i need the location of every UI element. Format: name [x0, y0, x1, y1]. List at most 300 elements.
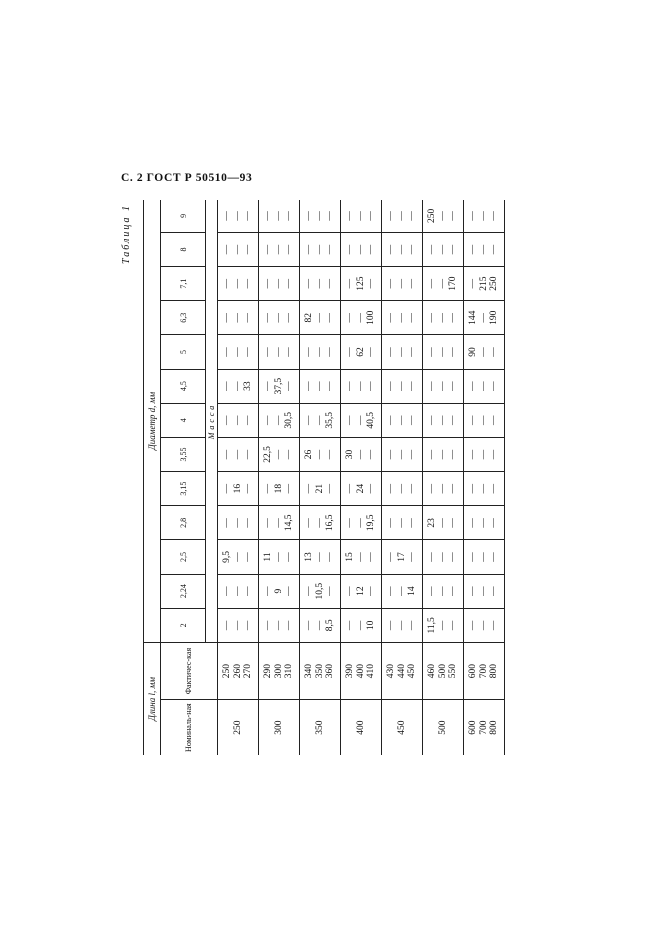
mass-value: — [284, 552, 295, 562]
mass-value: — [263, 620, 274, 631]
mass-value: — [273, 552, 284, 562]
mass-cell [259, 608, 300, 642]
actual-length-value: 460 [427, 663, 438, 679]
mass-value: — [273, 244, 284, 255]
mass-value: — [407, 313, 418, 323]
mass-value: 24 [355, 483, 366, 494]
mass-value: — [273, 415, 284, 426]
mass-cell [218, 267, 259, 301]
mass-value: — [396, 620, 407, 631]
mass-cell [300, 608, 341, 642]
mass-cell [382, 608, 423, 642]
mass-value: — [468, 381, 479, 391]
nominal-length-value: 250 [232, 720, 243, 735]
mass-value: — [355, 244, 366, 255]
mass-value: — [325, 244, 336, 255]
mass-cell [300, 540, 341, 574]
mass-value: 12 [355, 586, 366, 596]
mass-cell [423, 608, 464, 642]
mass-value: — [489, 620, 500, 631]
actual-length-value: 800 [489, 663, 500, 679]
mass-value: — [314, 347, 325, 357]
mass-value: — [284, 211, 295, 221]
mass-value: — [366, 244, 377, 255]
mass-value: — [366, 347, 377, 357]
mass-cell [464, 200, 505, 232]
mass-value: — [407, 347, 418, 357]
mass-value: — [263, 244, 274, 255]
mass-value: 16,5 [325, 514, 336, 532]
mass-value: — [437, 211, 448, 221]
mass-value: — [396, 313, 407, 323]
mass-value: — [396, 211, 407, 221]
mass-value: — [345, 415, 356, 426]
mass-value: — [396, 449, 407, 460]
mass-value: — [273, 518, 284, 528]
mass-value: — [427, 278, 438, 289]
mass-value: — [489, 347, 500, 357]
mass-cell [300, 335, 341, 369]
diameter-header: 4,5 [161, 369, 206, 403]
mass-value: — [437, 347, 448, 357]
mass-value: — [232, 620, 243, 631]
mass-value: — [263, 381, 274, 391]
mass-cell [218, 472, 259, 506]
mass-value: 23 [427, 518, 438, 528]
mass-cell [259, 232, 300, 266]
mass-value: 125 [355, 276, 366, 291]
mass-value: — [386, 586, 397, 596]
mass-value: — [468, 483, 479, 494]
actual-length-value: 340 [304, 663, 315, 679]
mass-cell [218, 574, 259, 608]
mass-value: — [407, 552, 418, 562]
actual-length-value: 600 [468, 663, 479, 679]
mass-value: 37,5 [273, 377, 284, 395]
mass-value: — [468, 244, 479, 255]
mass-value: 9,5 [222, 551, 233, 563]
mass-cell [382, 301, 423, 335]
nominal-length-value: 800 [489, 720, 500, 735]
mass-value: 22,5 [263, 446, 274, 463]
mass-value: — [468, 278, 479, 289]
mass-cell [341, 200, 382, 232]
nominal-length-cell [300, 700, 341, 755]
mass-value: — [314, 552, 325, 562]
mass-value: — [304, 211, 315, 221]
mass-value: — [284, 278, 295, 289]
mass-value: — [243, 244, 254, 255]
actual-length-cell [259, 642, 300, 699]
mass-value: — [478, 518, 489, 528]
mass-value: — [386, 620, 397, 631]
mass-value: — [243, 278, 254, 289]
mass-value: — [232, 244, 243, 255]
diameter-header: 2,5 [161, 540, 206, 574]
mass-value: — [386, 415, 397, 426]
mass-value: — [314, 518, 325, 528]
mass-value: — [284, 620, 295, 631]
mass-cell [382, 574, 423, 608]
mass-cell [423, 301, 464, 335]
diameter-header: 3,15 [161, 472, 206, 506]
mass-value: — [314, 381, 325, 391]
mass-value: — [437, 483, 448, 494]
mass-value: — [325, 211, 336, 221]
mass-value: — [355, 381, 366, 391]
mass-cell [464, 232, 505, 266]
mass-value: — [366, 278, 377, 289]
mass-cell [218, 403, 259, 437]
mass-value: 11,5 [427, 617, 438, 634]
mass-value: — [386, 483, 397, 494]
nominal-length-value: 450 [396, 720, 407, 735]
mass-value: — [314, 278, 325, 289]
nominal-length-cell [341, 700, 382, 755]
actual-length-value: 260 [232, 663, 243, 679]
actual-length-value: 310 [284, 663, 295, 679]
mass-value: — [263, 313, 274, 323]
mass-value: — [386, 211, 397, 221]
mass-cell [464, 369, 505, 403]
mass-value: — [396, 278, 407, 289]
mass-table [143, 200, 505, 755]
mass-value: — [468, 620, 479, 631]
mass-value: — [284, 586, 295, 596]
diameter-header: 2,24 [161, 574, 206, 608]
mass-value: — [263, 586, 274, 596]
mass-value: — [222, 449, 233, 460]
mass-value: — [243, 518, 254, 528]
mass-cell [218, 335, 259, 369]
mass-value: — [345, 518, 356, 528]
mass-value: 17 [396, 552, 407, 562]
mass-value: — [243, 552, 254, 562]
mass-value: — [407, 211, 418, 221]
mass-cell [300, 200, 341, 232]
mass-value: — [448, 586, 459, 596]
mass-subheader: Масса [206, 200, 218, 642]
mass-value: — [232, 552, 243, 562]
mass-value: — [355, 211, 366, 221]
mass-value: — [407, 415, 418, 426]
page-header: С. 2 ГОСТ Р 50510—93 [121, 172, 253, 184]
mass-cell [341, 369, 382, 403]
mass-value: — [366, 449, 377, 460]
diameter-header: 9 [161, 200, 206, 232]
mass-value: — [407, 620, 418, 631]
mass-value: 33 [243, 381, 254, 391]
table-caption: Таблица 1 [121, 204, 132, 264]
mass-value: — [325, 313, 336, 323]
diameter-header: 7,1 [161, 267, 206, 301]
mass-cell [300, 574, 341, 608]
actual-length-value: 270 [243, 663, 254, 679]
nominal-length-header: Номиналь-ная [161, 700, 218, 755]
mass-value: — [489, 552, 500, 562]
mass-value: 30 [345, 449, 356, 460]
table-row [218, 200, 259, 755]
diameter-header: 8 [161, 232, 206, 266]
mass-value: — [448, 449, 459, 460]
mass-cell [382, 232, 423, 266]
mass-value: — [407, 278, 418, 289]
mass-value: — [304, 620, 315, 631]
mass-value: — [478, 483, 489, 494]
mass-value: — [325, 347, 336, 357]
mass-value: — [489, 381, 500, 391]
mass-value: — [222, 278, 233, 289]
mass-value: 18 [273, 483, 284, 494]
nominal-length-value: 600 [468, 720, 479, 735]
mass-cell [423, 540, 464, 574]
mass-value: — [232, 415, 243, 426]
mass-value: — [366, 483, 377, 494]
mass-value: — [448, 381, 459, 391]
diameter-group-header: Диаметр d, мм [144, 200, 161, 642]
mass-value: — [345, 483, 356, 494]
mass-value: — [437, 586, 448, 596]
mass-value: — [222, 313, 233, 323]
mass-cell [464, 540, 505, 574]
mass-value: — [478, 211, 489, 221]
mass-value: — [448, 552, 459, 562]
mass-value: 250 [427, 208, 438, 224]
mass-value: 26 [304, 449, 315, 460]
mass-value: — [355, 449, 366, 460]
mass-value: — [273, 347, 284, 357]
mass-cell [259, 437, 300, 471]
mass-value: — [304, 518, 315, 528]
mass-cell [423, 200, 464, 232]
mass-value: — [243, 211, 254, 221]
table-row [341, 200, 382, 755]
mass-cell [423, 232, 464, 266]
mass-value: — [232, 347, 243, 357]
mass-cell [341, 608, 382, 642]
mass-value: — [325, 483, 336, 494]
mass-value: — [222, 381, 233, 391]
mass-cell [423, 437, 464, 471]
nominal-length-value: 500 [437, 720, 448, 735]
mass-value: — [284, 244, 295, 255]
mass-value: — [386, 244, 397, 255]
mass-value: — [478, 586, 489, 596]
mass-value: — [232, 449, 243, 460]
mass-value: 10 [366, 620, 377, 631]
mass-value: — [355, 415, 366, 426]
mass-cell [423, 403, 464, 437]
nominal-length-value: 350 [314, 720, 325, 735]
mass-value: — [222, 347, 233, 357]
mass-value: — [325, 586, 336, 596]
mass-value: — [489, 449, 500, 460]
mass-cell [382, 506, 423, 540]
nominal-length-value: 400 [355, 720, 366, 735]
mass-value: — [232, 518, 243, 528]
mass-cell [218, 608, 259, 642]
mass-cell [259, 472, 300, 506]
mass-value: — [489, 244, 500, 255]
mass-value: — [437, 552, 448, 562]
mass-cell [341, 403, 382, 437]
mass-value: — [478, 620, 489, 631]
mass-value: — [314, 244, 325, 255]
mass-value: — [304, 381, 315, 391]
mass-cell [382, 403, 423, 437]
mass-cell [382, 437, 423, 471]
diameter-header: 2,8 [161, 506, 206, 540]
mass-value: 19,5 [366, 514, 377, 532]
mass-value: 15 [345, 552, 356, 562]
mass-value: — [355, 518, 366, 528]
mass-value: — [325, 552, 336, 562]
mass-value: — [468, 586, 479, 596]
mass-value: — [396, 518, 407, 528]
mass-value: — [243, 313, 254, 323]
mass-value: — [448, 415, 459, 426]
mass-cell [464, 574, 505, 608]
mass-cell [218, 232, 259, 266]
mass-cell [464, 403, 505, 437]
actual-length-value: 300 [273, 663, 284, 679]
nominal-length-cell [218, 700, 259, 755]
mass-value: — [263, 211, 274, 221]
mass-value: — [232, 381, 243, 391]
mass-value: — [345, 278, 356, 289]
mass-value: — [478, 552, 489, 562]
actual-length-cell [464, 642, 505, 699]
mass-value: — [468, 415, 479, 426]
diameter-header: 4 [161, 403, 206, 437]
table-row [259, 200, 300, 755]
mass-cell [382, 267, 423, 301]
length-group-header: Длина l, мм [144, 642, 161, 755]
mass-value: — [427, 449, 438, 460]
mass-value: 215 [478, 276, 489, 291]
mass-value: — [386, 552, 397, 562]
mass-value: — [273, 211, 284, 221]
actual-length-value: 450 [407, 663, 418, 679]
mass-cell [218, 200, 259, 232]
mass-value: 82 [304, 313, 315, 323]
mass-value: — [489, 518, 500, 528]
actual-length-value: 440 [396, 663, 407, 679]
mass-value: — [396, 483, 407, 494]
mass-value: — [478, 313, 489, 323]
mass-value: — [273, 449, 284, 460]
mass-value: — [355, 552, 366, 562]
mass-value: — [222, 586, 233, 596]
mass-value: — [366, 381, 377, 391]
actual-length-value: 350 [314, 663, 325, 679]
mass-value: — [448, 211, 459, 221]
nominal-length-value: 700 [478, 720, 489, 735]
mass-value: — [489, 415, 500, 426]
mass-value: — [314, 415, 325, 426]
mass-value: — [386, 518, 397, 528]
mass-value: — [478, 415, 489, 426]
mass-value: — [222, 620, 233, 631]
mass-value: — [222, 415, 233, 426]
mass-value: — [386, 449, 397, 460]
mass-cell [341, 574, 382, 608]
mass-value: — [325, 381, 336, 391]
mass-value: — [243, 449, 254, 460]
diameter-header: 6,3 [161, 301, 206, 335]
mass-value: — [437, 313, 448, 323]
mass-value: 21 [314, 483, 325, 494]
nominal-length-cell [423, 700, 464, 755]
mass-value: — [386, 313, 397, 323]
table-row [464, 200, 505, 755]
mass-value: 11 [263, 552, 274, 562]
mass-value: — [345, 620, 356, 631]
mass-value: — [304, 415, 315, 426]
mass-cell [218, 437, 259, 471]
mass-value: — [232, 586, 243, 596]
mass-value: — [232, 278, 243, 289]
mass-value: — [448, 620, 459, 631]
mass-cell [382, 200, 423, 232]
mass-value: — [263, 518, 274, 528]
mass-value: — [273, 620, 284, 631]
mass-value: — [325, 278, 336, 289]
mass-value: — [427, 483, 438, 494]
mass-value: — [366, 586, 377, 596]
mass-cell [341, 232, 382, 266]
mass-value: — [304, 586, 315, 596]
mass-value: — [396, 586, 407, 596]
mass-value: — [478, 244, 489, 255]
mass-cell [218, 506, 259, 540]
mass-cell [464, 267, 505, 301]
mass-cell [341, 301, 382, 335]
mass-cell [341, 472, 382, 506]
diameter-header: 3,55 [161, 437, 206, 471]
mass-value: — [243, 483, 254, 494]
mass-value: 170 [448, 276, 459, 291]
mass-cell [341, 437, 382, 471]
rotated-table-container [121, 200, 500, 755]
mass-value: — [437, 244, 448, 255]
nominal-length-cell [464, 700, 505, 755]
mass-cell [218, 301, 259, 335]
mass-value: 62 [355, 347, 366, 357]
mass-value: — [263, 415, 274, 426]
actual-length-cell [423, 642, 464, 699]
mass-value: — [304, 347, 315, 357]
mass-cell [464, 472, 505, 506]
mass-value: — [437, 278, 448, 289]
mass-value: — [407, 244, 418, 255]
mass-cell [259, 506, 300, 540]
mass-value: 10,5 [314, 582, 325, 600]
mass-cell [423, 267, 464, 301]
mass-cell [464, 301, 505, 335]
mass-value: — [284, 347, 295, 357]
mass-value: — [304, 244, 315, 255]
actual-length-value: 290 [263, 663, 274, 679]
mass-cell [464, 437, 505, 471]
mass-value: — [437, 449, 448, 460]
mass-value: — [468, 518, 479, 528]
diameter-header: 2 [161, 608, 206, 642]
mass-value: 40,5 [366, 411, 377, 429]
mass-value: 16 [232, 483, 243, 494]
mass-value: — [386, 347, 397, 357]
mass-value: — [407, 381, 418, 391]
